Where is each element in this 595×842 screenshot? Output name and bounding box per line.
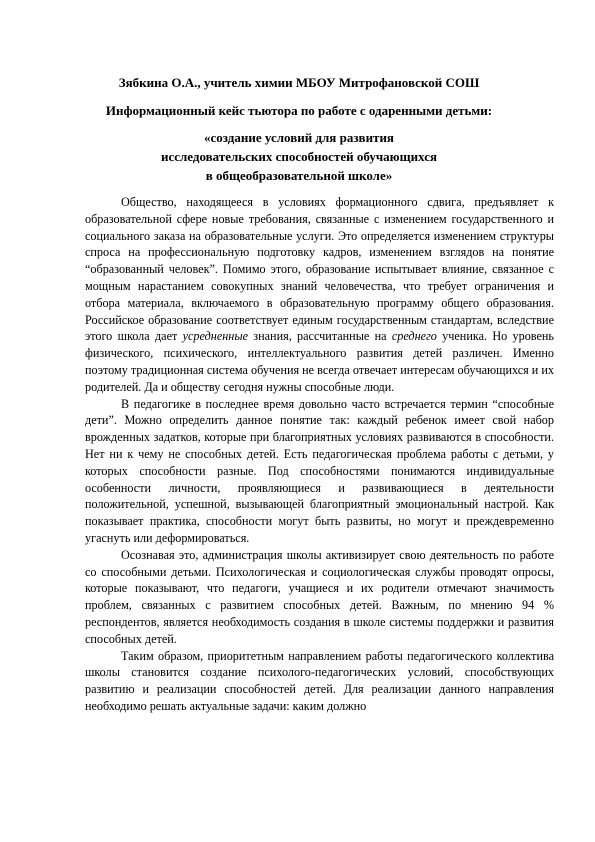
body-text (85, 194, 554, 715)
author-line: Зябкина О.А., учитель химии МБОУ Митрофановской СОШ (118, 75, 480, 90)
subtitle-line: в общеобразовательной школе» (205, 168, 393, 183)
paragraph-3: Осознавая это, администрация школы активизирует свою деятельность по работе со способными детьми. Психологическая и социологическая службы проводят опросы, которые показывают, что педагоги, учащиеся и их родители отмечают значимость проблем, связанных с развитием способных детей. Важным, по мнению 94 % респондентов, является необходимость создания в школе системы поддержки и развития способных детей. (85, 547, 554, 646)
case-title: Информационный кейс тьютора по работе с одаренными детьми: (105, 103, 493, 118)
subtitle-line: исследовательских способностей обучающихся (160, 149, 438, 164)
emphasis-average: среднего (391, 329, 437, 344)
paragraph-2: В педагогике в последнее время довольно часто встречается термин “способные дети”. Можно определить данное понятие так: каждый ребенок имеет свой набор врожденных задатков, которые при благоприятных условиях развиваются в способности. Нет ни к чему не способных детей. Есть педагогическая проблема работы с детьми, у которых способности разные. Под способностями понимаются индивидуальные особенности личности, проявляющиеся и развивающиеся в деятельности положительной, успешной, вызывающей благоприятный эмоциональный настрой. Как показывает практика, способности могут быть развиты, но могут и преждевременно угаснуть или деформироваться. (85, 396, 554, 545)
paragraph-1-text: знания, рассчитанные на (248, 329, 392, 344)
subtitle-line: «создание условий для развития (204, 130, 394, 145)
subtitle (60, 128, 538, 185)
emphasis-averaged: усредненные (182, 329, 249, 344)
paragraph-4: Таким образом, приоритетным направлением работы педагогического коллектива школы становится создание психолого-педагогических условий, способствующих развитию и реализации способностей детей. Для реализации данного направления необходимо решать актуальные задачи: каким должно (85, 648, 554, 713)
paragraph-1 (85, 194, 554, 396)
paragraph-1-text: Общество, находящееся в условиях формационного сдвига, предъявляет к образовательной сфере новые требования, связанные с изменением государственного и социального заказа на образовательные услуги. Это определяется изменением структуры спроса на профессиональную подготовку кадров, изменением взглядов на понятие “образованный человек”. Помимо этого, образование испытывает влияние, связанное с мощным нарастанием совокупных знаний человечества, что требует ограничения и отбора материала, включаемого в образовательную программу общего образования. Российское образование соответствует единым государственным стандартам, вследствие этого школа дает (85, 195, 554, 344)
paragraph-1-text: ученика. Но уровень физического, психического, интеллектуального развития детей различен. Именно поэтому традиционная система обучения не всегда отвечает интересам обучающихся и их родителей. Да и обществу сегодня нужны способные люди. (85, 329, 554, 394)
